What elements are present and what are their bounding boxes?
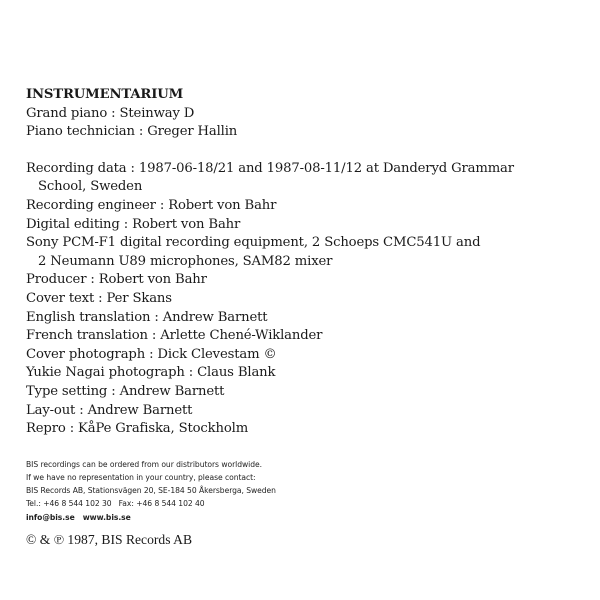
producer-line: Producer : Robert von Bahr [26, 272, 207, 288]
piano-technician-line: Piano technician : Greger Hallin [26, 124, 238, 140]
instrumentarium-section [26, 86, 586, 142]
nagai-photograph-line: Yukie Nagai photograph : Claus Blank [26, 365, 276, 381]
digital-editing-line: Digital editing : Robert von Bahr [26, 216, 241, 232]
booklet-page [26, 86, 586, 550]
recording-data-line: Recording data : 1987-06-18/21 and 1987-08-11/12 at Danderyd Grammar [26, 160, 514, 176]
equipment-line: Sony PCM-F1 digital recording equipment, 2 Schoeps CMC541U and [26, 235, 481, 251]
instrumentarium-heading: INSTRUMENTARIUM [26, 87, 184, 102]
phone-fax-line: Tel.: +46 8 544 102 30 Fax: +46 8 544 102 40 [26, 499, 205, 509]
email-link[interactable]: info@bis.se [26, 512, 75, 522]
cover-photograph-line: Cover photograph : Dick Clevestam © [26, 346, 277, 362]
copyright-notice: © & ℗ 1987, BIS Records AB [26, 531, 193, 547]
recording-engineer-line: Recording engineer : Robert von Bahr [26, 197, 277, 213]
equipment-continued-line: 2 Neumann U89 microphones, SAM82 mixer [38, 253, 333, 269]
representation-line: If we have no representation in your country, please contact: [26, 472, 256, 482]
french-translation-line: French translation : Arlette Chené-Wiklander [26, 328, 323, 344]
grand-piano-line: Grand piano : Steinway D [26, 105, 195, 121]
contact-section [26, 458, 586, 524]
type-setting-line: Type setting : Andrew Barnett [26, 383, 225, 399]
distributors-line: BIS recordings can be ordered from our distributors worldwide. [26, 459, 262, 469]
layout-line: Lay-out : Andrew Barnett [26, 402, 193, 418]
recording-location-line: School, Sweden [38, 179, 143, 195]
repro-line: Repro : KåPe Grafiska, Stockholm [26, 421, 249, 437]
recording-credits-section [26, 160, 586, 439]
cover-text-line: Cover text : Per Skans [26, 290, 172, 306]
web-link[interactable]: www.bis.se [82, 512, 131, 522]
address-line: BIS Records AB, Stationsvägen 20, SE-184 50 Åkersberga, Sweden [26, 486, 276, 496]
email-web-line [26, 511, 586, 524]
english-translation-line: English translation : Andrew Barnett [26, 309, 268, 325]
